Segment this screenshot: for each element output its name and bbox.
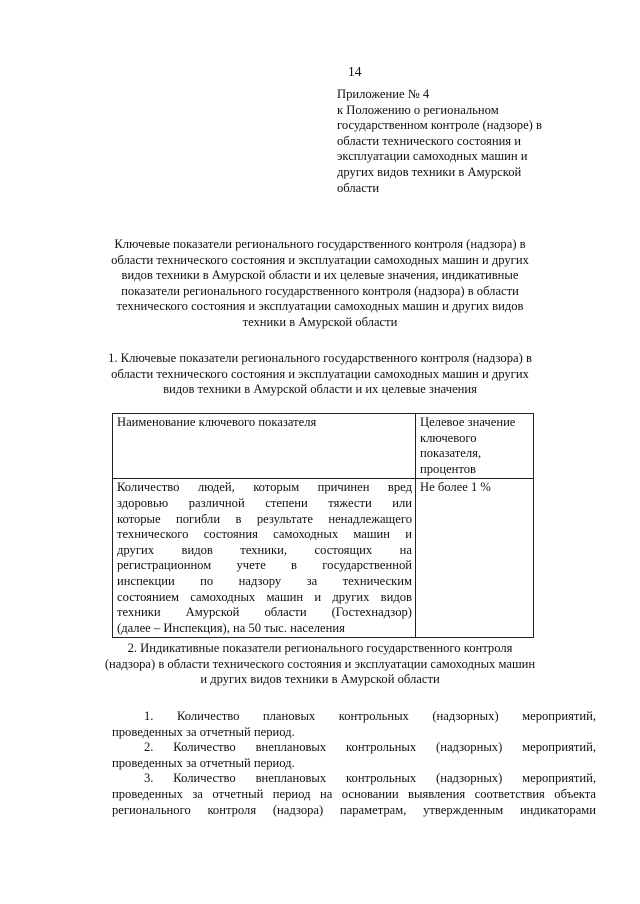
- appendix-line: области технического состояния и: [337, 133, 521, 148]
- appendix-line: других видов техники в Амурской: [337, 164, 522, 179]
- indicator-line: Количество людей, которым причинен вред: [117, 480, 412, 495]
- indicator-name-cell: [113, 479, 416, 638]
- indicator-line: здоровью различной степени тяжести или: [117, 495, 412, 510]
- section-1-heading: [100, 351, 540, 398]
- list-item-line: регионального контроля (надзора) параметрам, утвержденным индикаторами: [112, 802, 596, 817]
- title-line: Ключевые показатели регионального государственного контроля (надзора) в: [114, 237, 526, 251]
- list-item: [112, 771, 596, 818]
- indicator-line: технического состояния самоходных машин и: [117, 527, 412, 542]
- section-2-line: и других видов техники в Амурской области: [200, 672, 440, 687]
- indicator-line: которые погибли в результате ненадлежащего: [117, 511, 412, 526]
- appendix-line: к Положению о региональном: [337, 102, 499, 117]
- header-target-line: Целевое значение: [420, 415, 516, 429]
- list-item-line: 3. Количество внеплановых контрольных (надзорных) мероприятий,: [144, 771, 596, 786]
- list-item-line: 1. Количество плановых контрольных (надзорных) мероприятий,: [144, 709, 596, 723]
- title-line: области технического состояния и эксплуатации самоходных машин и других: [111, 252, 529, 267]
- appendix-line: государственном контроле (надзоре) в: [337, 118, 542, 133]
- header-indicator-name: Наименование ключевого показателя: [113, 414, 416, 479]
- appendix-heading: [337, 87, 587, 196]
- section-1-line: 1. Ключевые показатели регионального государственного контроля (надзора) в: [108, 351, 532, 365]
- list-item-line: проведенных за отчетный период.: [112, 724, 295, 739]
- header-target-line: ключевого показателя,: [420, 430, 482, 461]
- list-item-line: проведенных за отчетный период на основании выявления соответствия объекта: [112, 786, 596, 801]
- table-row: [113, 479, 534, 638]
- header-target-value: [416, 414, 534, 479]
- indicator-line: инспекции по надзору за техническим: [117, 573, 412, 588]
- document-title: [100, 237, 540, 331]
- title-line: технического состояния и эксплуатации самоходных машин и других видов: [116, 299, 524, 314]
- list-item-line: 2. Количество внеплановых контрольных (надзорных) мероприятий,: [144, 740, 596, 755]
- title-line: видов техники в Амурской области и их целевые значения, индикативные: [121, 268, 519, 283]
- appendix-line: Приложение № 4: [337, 87, 430, 101]
- section-2-heading: [100, 641, 540, 688]
- indicator-line: состоянием самоходных машин и других видов: [117, 589, 412, 604]
- table-header-row: [113, 414, 534, 479]
- indicator-line: других видов техники, состоящих на: [117, 542, 412, 557]
- appendix-line: эксплуатации самоходных машин и: [337, 149, 528, 164]
- appendix-line: области: [337, 180, 380, 195]
- list-item-line: проведенных за отчетный период.: [112, 755, 295, 770]
- section-2-line: 2. Индикативные показатели регионального государственного контроля: [127, 641, 513, 655]
- indicator-line: (далее – Инспекция), на 50 тыс. населения: [117, 620, 345, 635]
- title-line: показатели регионального государственного контроля (надзора) в области: [121, 283, 519, 298]
- key-indicators-table: [112, 413, 534, 638]
- page-number: 14: [348, 64, 362, 79]
- section-1-line: области технического состояния и эксплуатации самоходных машин и других: [111, 366, 529, 381]
- indicator-line: техники Амурской области (Гостехнадзор): [117, 605, 412, 620]
- title-line: техники в Амурской области: [242, 314, 398, 329]
- list-item: [112, 709, 596, 740]
- indicator-line: регистрационном учете в государственной: [117, 558, 412, 573]
- section-2-line: (надзора) в области технического состояния и эксплуатации самоходных машин: [104, 656, 536, 671]
- list-item: [112, 740, 596, 771]
- target-value-cell: Не более 1 %: [416, 479, 534, 638]
- indicative-indicators-list: [112, 709, 596, 818]
- section-1-line: видов техники в Амурской области и их целевые значения: [163, 382, 477, 397]
- header-target-line: процентов: [420, 461, 476, 476]
